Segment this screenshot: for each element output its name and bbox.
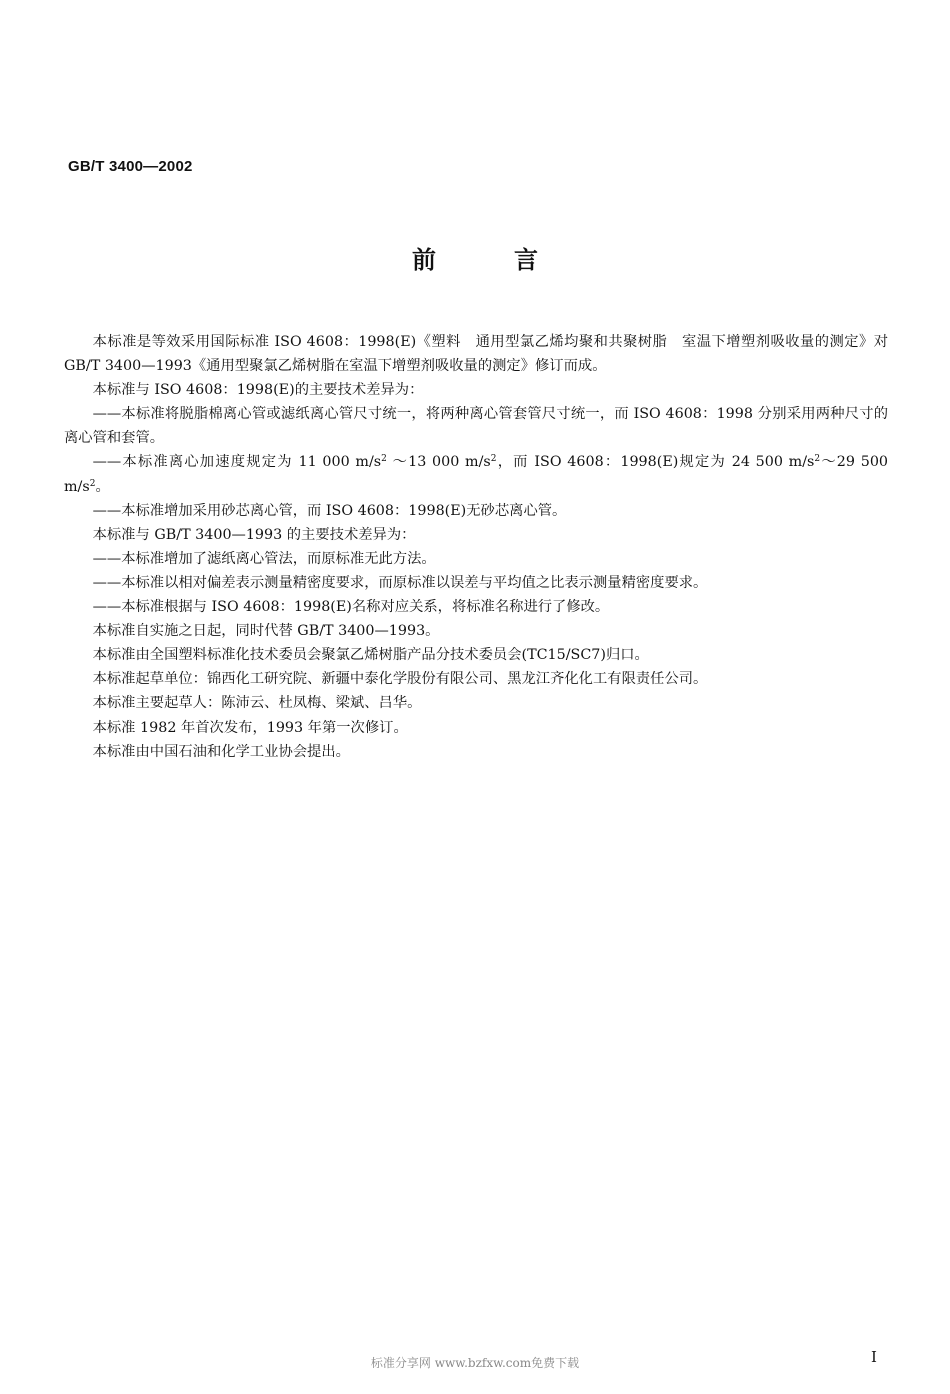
text-segment: ～29 500 m/s <box>64 454 889 495</box>
text-segment: ，而 ISO 4608：1998(E)规定为 24 500 m/s <box>496 454 815 471</box>
paragraph: ——本标准增加采用砂芯离心管，而 ISO 4608：1998(E)无砂芯离心管。 <box>92 502 567 519</box>
paragraph: 本标准由中国石油和化学工业协会提出。 <box>92 743 350 760</box>
page-title: 前言 <box>412 246 616 274</box>
text-segment: 。 <box>95 478 110 495</box>
paragraph: 本标准与 GB/T 3400—1993 的主要技术差异为： <box>92 526 416 543</box>
standard-code: GB/T 3400—2002 <box>68 158 193 175</box>
paragraph: 本标准主要起草人：陈沛云、杜凤梅、梁斌、吕华。 <box>92 695 422 712</box>
paragraph: 本标准是等效采用国际标准 ISO 4608：1998(E)《塑料 通用型氯乙烯均聚和共聚树脂 室温下增塑剂吸收量的测定》对 GB/T 3400—1993《通用型聚氯乙烯树脂在室温下增塑剂吸收量的测定》修订而成。 <box>64 334 888 375</box>
paragraph: 本标准与 ISO 4608：1998(E)的主要技术差异为： <box>92 382 424 399</box>
paragraph: ——本标准增加了滤纸离心管法，而原标准无此方法。 <box>92 550 436 567</box>
superscript: 2 <box>490 454 497 465</box>
text-segment: ～13 000 m/s <box>386 454 491 471</box>
superscript: 2 <box>381 454 387 465</box>
paragraph: 本标准 1982 年首次发布，1993 年第一次修订。 <box>92 719 408 736</box>
paragraph-acceleration <box>64 450 888 498</box>
foreword-body <box>64 330 888 764</box>
paragraph: 本标准由全国塑料标准化技术委员会聚氯乙烯树脂产品分技术委员会(TC15/SC7)归口。 <box>92 647 649 664</box>
paragraph: ——本标准根据与 ISO 4608：1998(E)名称对应关系，将标准名称进行了修改。 <box>92 599 610 616</box>
text-segment: ——本标准离心加速度规定为 11 000 m/s <box>92 454 382 471</box>
footer-watermark: 标准分享网 www.bzfxw.com免费下载 <box>370 1356 580 1370</box>
paragraph: ——本标准以相对偏差表示测量精密度要求，而原标准以误差与平均值之比表示测量精密度要求。 <box>92 574 708 591</box>
paragraph: ——本标准将脱脂棉离心管或滤纸离心管尺寸统一，将两种离心管套管尺寸统一，而 ISO 4608：1998 分别采用两种尺寸的离心管和套管。 <box>64 406 888 447</box>
superscript: 2 <box>814 454 821 465</box>
superscript: 2 <box>89 478 96 489</box>
page-number: I <box>871 1348 877 1366</box>
paragraph: 本标准起草单位：锦西化工研究院、新疆中泰化学股份有限公司、黑龙江齐化化工有限责任公司。 <box>92 671 708 688</box>
paragraph: 本标准自实施之日起，同时代替 GB/T 3400—1993。 <box>92 623 440 640</box>
